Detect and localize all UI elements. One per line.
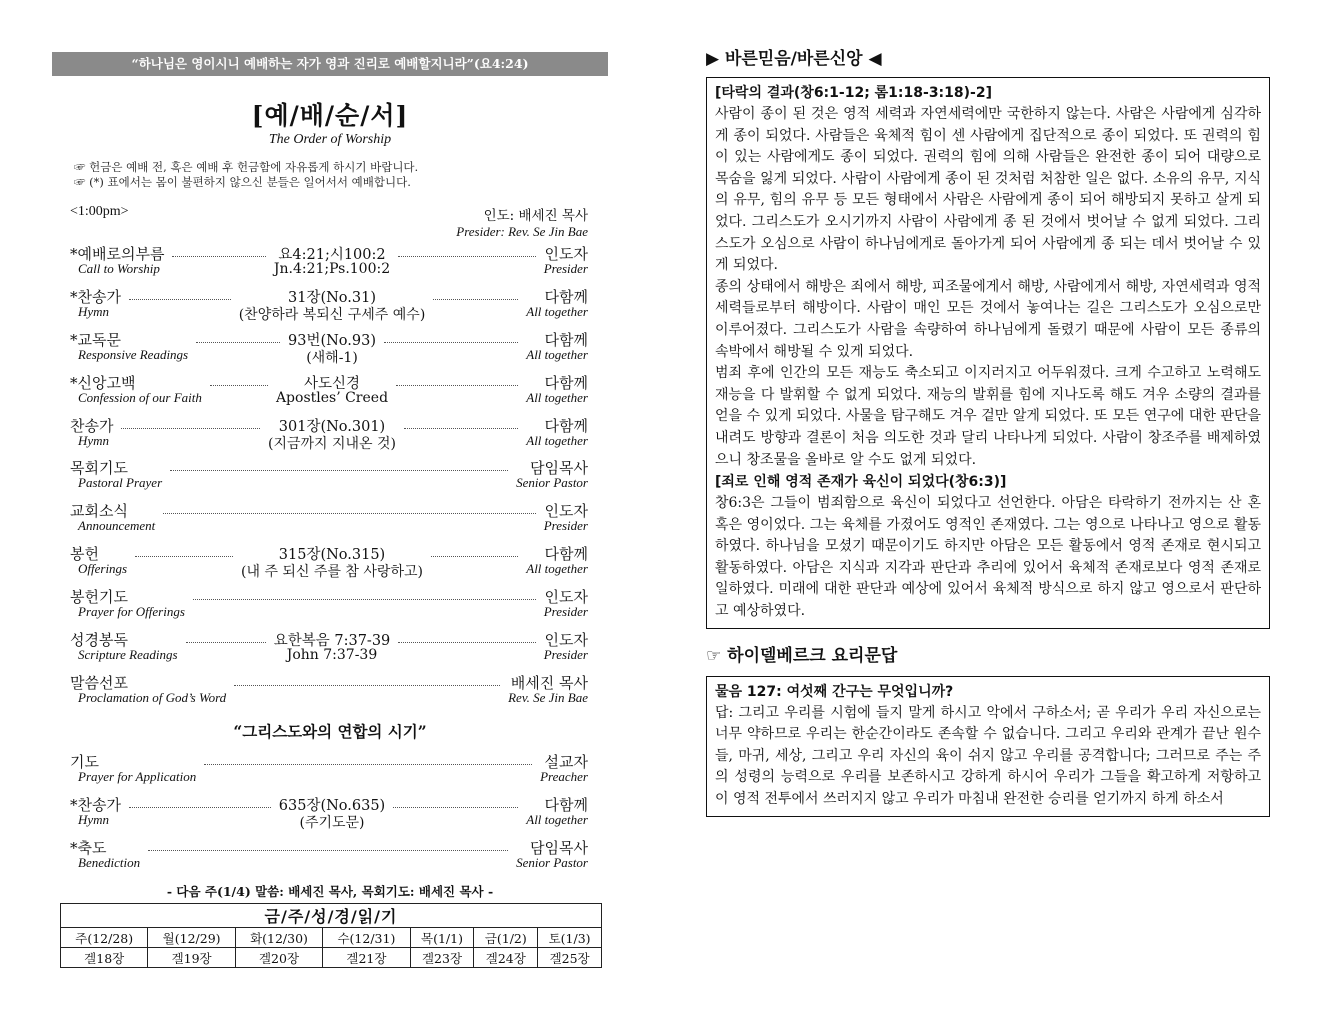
reading-days-row — [61, 928, 602, 948]
order-item — [52, 671, 608, 714]
reading-day: 화(12/30) — [235, 928, 322, 948]
catechism-question: 물음 127: 여섯째 간구는 무엇입니까? — [715, 683, 954, 700]
order-item — [52, 628, 608, 671]
item-name-en: Offerings — [78, 561, 128, 577]
leader-dots — [172, 256, 265, 257]
item-leader-en: Preacher — [540, 768, 588, 784]
leader-dots — [129, 807, 271, 808]
item-leader: 인도자 — [544, 631, 588, 650]
reading-title: 금/주/성/경/읽/기 — [61, 904, 602, 928]
item-leader-en: Presider — [543, 518, 588, 534]
presider-ko: 인도: 배세진 목사 — [483, 208, 588, 224]
leader-dots — [398, 256, 536, 257]
item-name-en: Hymn — [78, 432, 110, 448]
item-leader: 담임목사 — [530, 459, 588, 478]
reading-chapter: 겔21장 — [323, 948, 410, 968]
reading-day: 토(1/3) — [538, 928, 602, 948]
item-detail-sub: (지금까지 지내온 것) — [267, 435, 397, 452]
item-leader-en: Senior Pastor — [516, 854, 588, 870]
leader-dots — [210, 385, 268, 386]
section-heading-catechism: ☞ 하이델베르크 요리문답 — [706, 645, 898, 666]
reading-day: 주(12/28) — [61, 928, 148, 948]
item-leader-en: Rev. Se Jin Bae — [508, 689, 588, 705]
item-name-en: Scripture Readings — [78, 647, 178, 663]
order-item — [52, 585, 608, 628]
item-leader-en: All together — [526, 561, 588, 577]
presider-en: Presider: Rev. Se Jin Bae — [456, 224, 588, 239]
article-paragraph: 창6:3은 그들이 범죄함으로 육신이 되었다고 선언한다. 아담은 타락하기 전까지는 산 혼 혹은 영이었다. 그는 육체를 가졌어도 영적인 존재였다. 그는 영으로 나타나고 영으로 활동하였다. 하나님을 모셨기 때문이기도 하지만 아담은 모든 활동에서 영적 존재로 현시되고 활동하였다. 아담은 지식과 지각과 판단과 추리에 있어서 육체적 존재로보다 영적 존재로 일하였다. 미래에 대한 판단과 예상에 있어서 육체적 방식으로 하지 않고 영으로서 판단하고 예상하였다. — [715, 495, 1261, 620]
item-name-ko: *신앙고백 — [70, 373, 136, 392]
item-leader-en: All together — [526, 811, 588, 827]
order-item — [52, 542, 608, 585]
leader-dots — [163, 513, 535, 514]
leader-dots — [196, 342, 280, 343]
item-leader: 다함께 — [544, 545, 588, 564]
item-name-ko: 교회소식 — [70, 502, 128, 521]
leader-dots — [204, 764, 532, 765]
item-name-ko: 말씀선포 — [70, 673, 128, 692]
order-item — [52, 285, 608, 328]
item-name-en: Prayer for Application — [78, 768, 197, 784]
order-item — [52, 414, 608, 457]
reading-chapter: 겔19장 — [148, 948, 235, 968]
order-items — [52, 242, 608, 714]
item-detail: 요4:21;시100:2 — [278, 247, 386, 263]
leader-dots — [393, 807, 518, 808]
item-leader-en: All together — [526, 346, 588, 362]
item-name-ko: 기도 — [70, 752, 99, 771]
item-name-en: Confession of our Faith — [78, 389, 202, 405]
item-detail: 요한복음 7:37-39 — [273, 633, 391, 650]
order-item — [52, 242, 608, 285]
order-item — [52, 793, 608, 836]
item-name-en: Benediction — [78, 854, 141, 870]
leader-dots — [433, 299, 518, 300]
item-name-en: Announcement — [78, 518, 156, 534]
item-name-en: Hymn — [78, 811, 110, 827]
order-items-after-sermon — [52, 750, 608, 879]
article-paragraph: 범죄 후에 인간의 모든 재능도 축소되고 이지러지고 어두워졌다. 크게 수고하고 노력해도 재능을 다 발휘할 수 없게 되었다. 재능의 발휘를 힘에 지나도록 해도 겨우 소량의 결과를 얻을 수 있게 되었다. 사물을 탐구해도 겨우 겉만 알게 되었다. 또 모든 연구에 대한 판단을 내려도 방향과 결론이 처음 의도한 것과 달리 나타나게 되었다. 사람이 창조주를 배제하였으니 창조물을 올바로 알 수도 없게 되었다. — [715, 365, 1261, 468]
note-standing: ☞ (*) 표에서는 몸이 불편하지 않으신 분들은 일어서서 예배합니다. — [74, 175, 411, 189]
weekly-reading-table — [60, 903, 602, 968]
order-item — [52, 836, 608, 879]
item-detail-sub: John 7:37-39 — [286, 647, 378, 664]
item-leader-en: All together — [526, 389, 588, 405]
leader-dots — [148, 850, 508, 851]
reading-chapter: 겔24장 — [474, 948, 538, 968]
item-leader-en: Presider — [543, 261, 588, 276]
item-leader-en: All together — [526, 303, 588, 319]
article-paragraph: 종의 상태에서 해방은 죄에서 해방, 피조물에게서 해방, 사람에게서 해방, 자연세력과 영적 세력들로부터 해방이다. 사람이 매인 모든 것에서 놓여나는 길은 그리스도가 오심으로만 이루어졌다. 그리스도가 사람을 속량하여 하나님에게 돌렸기 때문에 사람이 모든 종류의 속박에서 해방될 수 있게 되었다. — [715, 278, 1261, 360]
order-item — [52, 371, 608, 414]
leader-dots — [193, 599, 536, 600]
item-leader: 다함께 — [544, 795, 588, 814]
item-leader: 인도자 — [544, 502, 588, 521]
article-title: [타락의 결과(창6:1-12; 롬1:18-3:18)-2] — [715, 85, 992, 101]
order-item — [52, 499, 608, 542]
item-detail: 315장(No.315) — [278, 547, 386, 564]
item-name-ko: 봉헌기도 — [70, 588, 128, 607]
next-week-notice: - 다음 주(1/4) 말씀: 배세진 목사, 목회기도: 배세진 목사 - — [166, 884, 494, 900]
notes — [74, 160, 608, 190]
item-name-ko: *축도 — [70, 838, 107, 857]
leader-dots — [170, 470, 508, 471]
item-leader: 다함께 — [544, 416, 588, 435]
item-leader: 설교자 — [544, 752, 588, 771]
item-detail: 31장(No.31) — [288, 289, 376, 306]
item-detail-sub: Jn.4:21;Ps.100:2 — [273, 261, 391, 277]
presider — [456, 204, 588, 240]
reading-day: 월(12/29) — [148, 928, 235, 948]
item-name-en: Prayer for Offerings — [78, 604, 185, 620]
item-detail: 635장(No.635) — [278, 797, 386, 814]
item-name-en: Hymn — [78, 303, 110, 319]
faith-article-box — [706, 77, 1270, 629]
catechism-answer: 답: 그리고 우리를 시험에 들지 말게 하시고 악에서 구하소서; 곧 우리가 우리 자신으로는 너무 약하므로 우리는 한순간이라도 존속할 수 없습니다. 그리고 우리와 관계가 끝난 원수들, 마귀, 세상, 그리고 우리 자신의 육이 쉬지 않고 우리를 공격합니다; 그러므로 주는 주의 성령의 능력으로 우리를 보존하시고 강하게 하시어 우리가 그들을 확고하게 저항하고 이 영적 전투에서 쓰러지지 않고 우리가 마침내 완전한 승리를 얻기까지 하게 하소서 — [715, 704, 1261, 808]
section-heading-faith: ▶ 바른믿음/바른신앙 ◀ — [706, 49, 882, 69]
order-item — [52, 328, 608, 371]
order-item — [52, 750, 608, 793]
sermon-title: “그리스도와의 연합의 시기” — [233, 721, 427, 741]
item-detail-sub: (내 주 되신 주를 참 사랑하고) — [241, 564, 423, 581]
order-item — [52, 456, 608, 499]
item-leader-en: Presider — [543, 647, 588, 663]
time-presider-row — [52, 204, 608, 238]
item-leader: 담임목사 — [530, 838, 588, 857]
leader-dots — [186, 642, 266, 643]
item-leader-en: Presider — [543, 604, 588, 620]
leader-dots — [398, 642, 535, 643]
item-leader: 다함께 — [544, 373, 588, 392]
item-name-ko: 목회기도 — [70, 459, 128, 478]
item-name-ko: 봉헌 — [70, 545, 99, 564]
item-name-ko: *찬송가 — [70, 287, 121, 306]
reading-chapters-row — [61, 948, 602, 968]
item-leader-en: Senior Pastor — [516, 475, 588, 491]
item-leader: 배세진 목사 — [510, 673, 588, 692]
article-subtitle: [죄로 인해 영적 존재가 육신이 되었다(창6:3)] — [715, 474, 1007, 491]
leader-dots — [121, 428, 260, 429]
item-name-ko: 성경봉독 — [70, 631, 128, 650]
scripture-banner: “하나님은 영이시니 예배하는 자가 영과 진리로 예배할지니라”(요4:24) — [52, 52, 608, 76]
item-leader: 다함께 — [544, 287, 588, 306]
item-leader: 다함께 — [544, 330, 588, 349]
item-detail-sub: (찬양하라 복되신 구세주 예수) — [238, 306, 426, 323]
item-detail-sub: (주기도문) — [299, 814, 365, 831]
item-name-en: Proclamation of God’s Word — [78, 689, 227, 705]
item-name-ko: *교독문 — [70, 330, 121, 349]
leader-dots — [404, 428, 518, 429]
leader-dots — [431, 556, 518, 557]
reading-chapter: 겔23장 — [410, 948, 474, 968]
reading-day: 금(1/2) — [474, 928, 538, 948]
reading-day: 목(1/1) — [410, 928, 474, 948]
page-title: [예/배/순/서] — [251, 101, 409, 130]
item-name-ko: *예배로의부름 — [70, 245, 165, 263]
item-name-en: Call to Worship — [78, 261, 160, 276]
item-leader: 인도자 — [544, 588, 588, 607]
doctrine-panel — [706, 44, 1270, 817]
reading-chapter: 겔20장 — [235, 948, 322, 968]
item-leader: 인도자 — [544, 245, 588, 263]
item-name-en: Pastoral Prayer — [78, 475, 163, 491]
item-name-en: Responsive Readings — [78, 346, 189, 362]
leader-dots — [384, 342, 518, 343]
reading-chapter: 겔18장 — [61, 948, 148, 968]
item-detail-sub: Apostles’ Creed — [275, 389, 389, 406]
item-detail: 사도신경 — [303, 375, 361, 392]
service-time: <1:00pm> — [70, 204, 129, 219]
leader-dots — [129, 299, 231, 300]
catechism-box — [706, 676, 1270, 817]
item-detail: 93번(No.93) — [288, 332, 376, 349]
reading-day: 수(12/31) — [323, 928, 410, 948]
article-paragraph: 사람이 종이 된 것은 영적 세력과 자연세력에만 국한하지 않는다. 사람은 사람에게 심각하게 종이 되었다. 사람들은 육체적 힘이 센 사람에게 집단적으로 종이 되었다. 또 권력의 힘이 있는 사람에게도 종이 되었다. 권력의 힘에 의해 사람들은 완전한 종이 되어 대량으로 목숨을 잃게 되었다. 사람이 사람에게 종이 된 것처럼 처참한 일은 없다. 소유의 유무, 지식의 유무, 힘의 유무 등 모든 형태에서 사람은 사람에게 종이 되어 해방되지 못하고 살게 되었다. 그리스도가 오시기까지 사람이 사람에게 종 된 것에서 벗어날 수 없게 되었다. 그리스도가 오심으로 사람이 하나님에게로 돌아가게 되어 사람에게 종 되는 데서 벗어날 수 있게 되었다. — [715, 106, 1261, 274]
item-detail: 301장(No.301) — [278, 418, 386, 435]
item-leader-en: All together — [526, 432, 588, 448]
leader-dots — [396, 385, 518, 386]
reading-chapter: 겔25장 — [538, 948, 602, 968]
item-name-ko: 찬송가 — [70, 416, 114, 435]
item-detail-sub: (새해-1) — [306, 349, 358, 366]
worship-order-panel — [52, 52, 608, 900]
note-offering: ☞ 헌금은 예배 전, 혹은 예배 후 헌금함에 자유롭게 하시기 바랍니다. — [74, 160, 419, 174]
page-subtitle: The Order of Worship — [268, 132, 392, 147]
leader-dots — [234, 685, 500, 686]
item-name-ko: *찬송가 — [70, 795, 121, 814]
leader-dots — [135, 556, 233, 557]
